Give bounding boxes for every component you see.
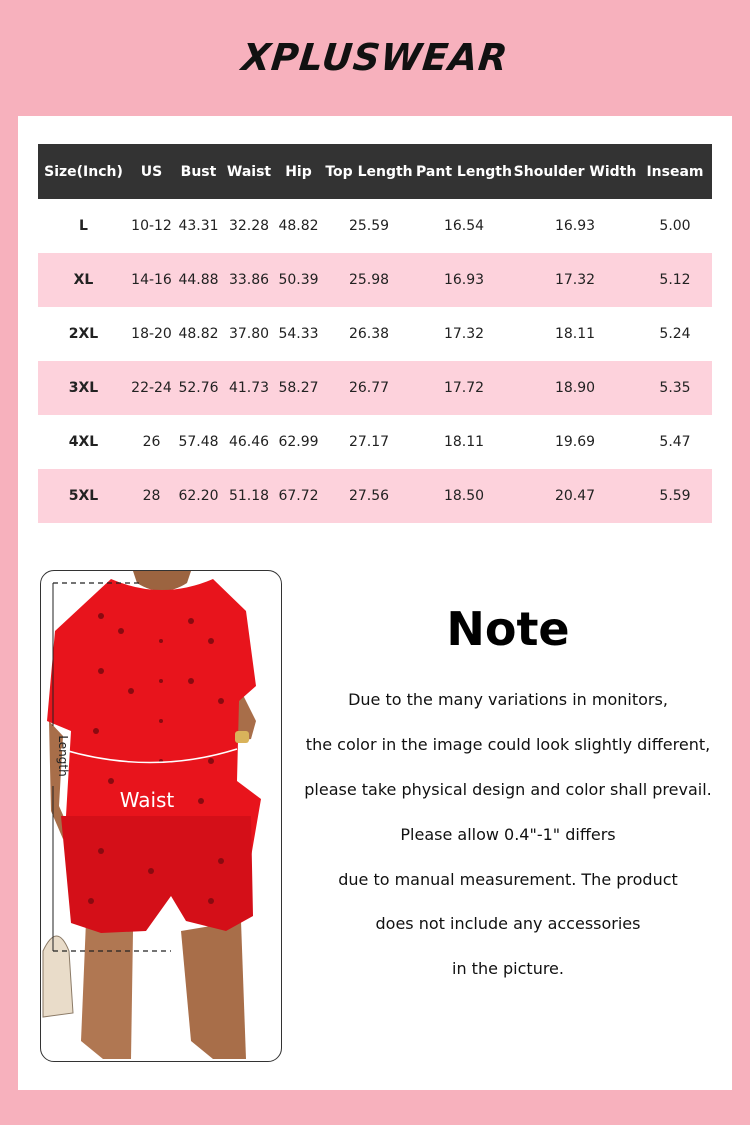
value-cell: 18.11 — [554, 326, 596, 342]
neck — [133, 571, 191, 591]
waist-label: Waist — [119, 788, 175, 812]
value-cell: 33.86 — [223, 253, 275, 307]
brand-logo: XPLUSWEAR — [239, 36, 511, 79]
size-cell: 5XL — [38, 469, 129, 523]
size-table — [38, 144, 712, 523]
value-cell: 26.38 — [348, 326, 390, 342]
value-cell: 58.27 — [275, 361, 322, 415]
value-cell: 50.39 — [275, 253, 322, 307]
table-row — [38, 469, 712, 523]
size-cell: 4XL — [68, 434, 99, 450]
header-waist: Waist — [223, 144, 275, 199]
value-cell: 5.59 — [638, 469, 712, 523]
table-row — [38, 253, 712, 307]
value-cell: 48.82 — [278, 218, 319, 234]
handbag — [43, 936, 73, 1017]
table-row — [38, 199, 712, 253]
value-cell: 14-16 — [129, 253, 174, 307]
value-cell: 5.35 — [638, 361, 712, 415]
value-cell: 37.80 — [228, 326, 270, 342]
value-cell: 16.54 — [443, 218, 485, 234]
size-chart-card — [18, 116, 732, 1090]
value-cell: 5.24 — [659, 326, 691, 342]
note-line-1: Due to the many variations in monitors, — [348, 690, 668, 709]
value-cell: 22-24 — [129, 361, 174, 415]
table-header-row — [38, 144, 712, 199]
note-line-4: Please allow 0.4"-1" differs — [400, 825, 616, 844]
value-cell: 28 — [129, 469, 174, 523]
value-cell: 16.93 — [554, 218, 596, 234]
value-cell: 18.50 — [416, 469, 512, 523]
value-cell: 41.73 — [223, 361, 275, 415]
size-cell: L — [79, 218, 88, 234]
watch — [235, 731, 249, 743]
table-row — [38, 307, 712, 361]
length-label: Length — [56, 735, 70, 777]
note-line-3: please take physical design and color shall prevail. — [304, 780, 712, 799]
size-cell: 3XL — [38, 361, 129, 415]
value-cell: 32.28 — [228, 218, 270, 234]
value-cell: 19.69 — [554, 434, 596, 450]
value-cell: 48.82 — [178, 326, 219, 342]
value-cell: 25.59 — [348, 218, 390, 234]
value-cell: 26 — [142, 434, 161, 450]
leg-left — [81, 921, 133, 1059]
header-inseam: Inseam — [638, 144, 712, 199]
value-cell: 27.56 — [322, 469, 416, 523]
note-line-6: does not include any accessories — [375, 914, 641, 933]
header-size: Size(Inch) — [38, 144, 129, 199]
value-cell: 5.47 — [659, 434, 691, 450]
value-cell: 18.90 — [512, 361, 638, 415]
note-line-2: the color in the image could look slightly different, — [305, 735, 711, 754]
header-hip: Hip — [275, 144, 322, 199]
size-cell: XL — [38, 253, 129, 307]
value-cell: 51.18 — [223, 469, 275, 523]
value-cell: 43.31 — [178, 218, 219, 234]
value-cell: 44.88 — [174, 253, 223, 307]
value-cell: 54.33 — [278, 326, 319, 342]
value-cell: 17.32 — [512, 253, 638, 307]
note-title: Note — [446, 602, 570, 656]
size-cell: 2XL — [68, 326, 99, 342]
value-cell: 10-12 — [131, 218, 172, 234]
header-top-length: Top Length — [322, 144, 416, 199]
value-cell: 46.46 — [228, 434, 270, 450]
value-cell: 26.77 — [322, 361, 416, 415]
value-cell: 57.48 — [178, 434, 219, 450]
value-cell: 5.12 — [638, 253, 712, 307]
value-cell: 67.72 — [275, 469, 322, 523]
measurement-illustration — [41, 571, 281, 1061]
header-bust: Bust — [174, 144, 223, 199]
value-cell: 5.00 — [659, 218, 691, 234]
value-cell: 16.93 — [416, 253, 512, 307]
value-cell: 18-20 — [131, 326, 172, 342]
value-cell: 27.17 — [348, 434, 390, 450]
value-cell: 62.99 — [278, 434, 319, 450]
value-cell: 17.72 — [416, 361, 512, 415]
lace-shorts — [61, 816, 253, 933]
note-line-7: in the picture. — [452, 959, 564, 978]
note-line-5: due to manual measurement. The product — [338, 870, 678, 889]
leg-right — [181, 921, 246, 1059]
header-pant-length: Pant Length — [416, 144, 512, 199]
value-cell: 18.11 — [443, 434, 485, 450]
value-cell: 62.20 — [174, 469, 223, 523]
table-row — [38, 361, 712, 415]
value-cell: 17.32 — [443, 326, 485, 342]
value-cell: 52.76 — [174, 361, 223, 415]
table-row — [38, 415, 712, 469]
value-cell: 25.98 — [322, 253, 416, 307]
header-us: US — [129, 144, 174, 199]
product-measurement-image — [40, 570, 282, 1062]
header-shoulder-width: Shoulder Width — [512, 144, 638, 199]
value-cell: 20.47 — [512, 469, 638, 523]
